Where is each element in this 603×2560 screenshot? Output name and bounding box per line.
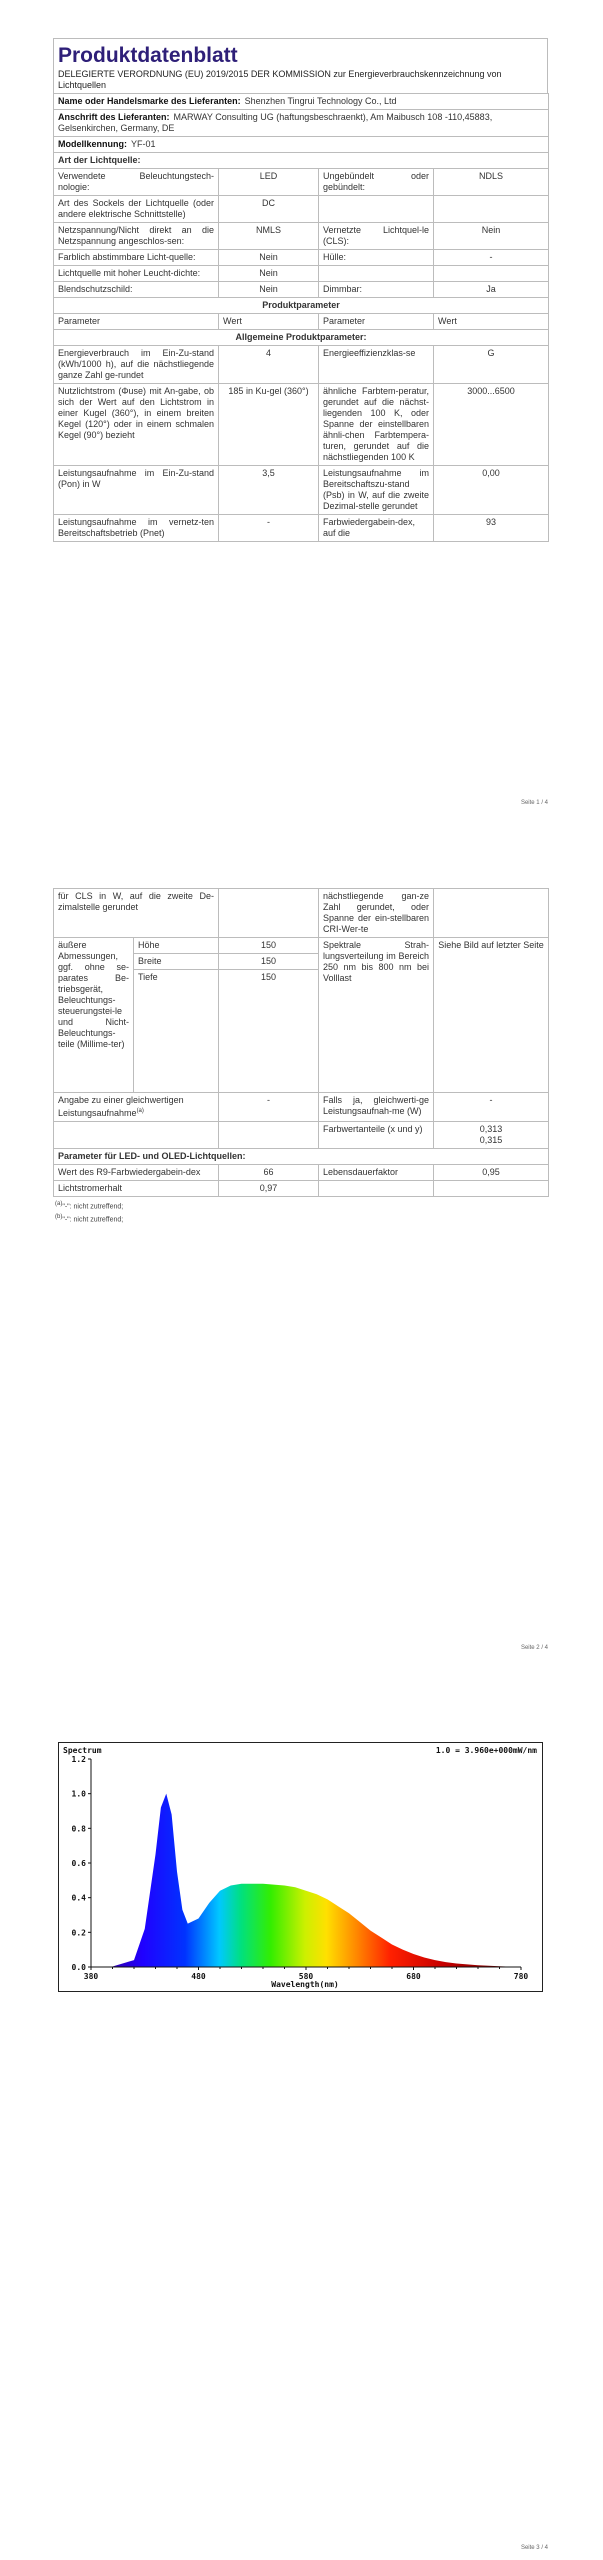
row-label: Leistungsaufnahme im Ein-Zu-stand (Pon) in W: [54, 466, 219, 515]
row-label: Ungebündelt oder gebündelt:: [319, 169, 434, 196]
row-value: -: [219, 515, 319, 542]
row-label: nächstliegende gan-ze Zahl gerundet, oder Spanne der ein-stellbaren CRI-Wer-te: [319, 889, 434, 938]
row-value: [219, 889, 319, 938]
spectrum-chart: [58, 1742, 543, 1992]
row-value: [434, 196, 549, 223]
page-number: Seite 1 / 4: [520, 800, 548, 806]
params-columns-row: [54, 314, 549, 330]
row-value: Nein: [219, 266, 319, 282]
row-value: [434, 889, 549, 938]
row-label: Farbwiedergabein-dex, auf die: [319, 515, 434, 542]
row-label: Energieverbrauch im Ein-Zu-stand (kWh/1000 h), auf die nächstliegende ganze Zahl ge-rundet: [54, 346, 219, 384]
page-title: Produktdatenblatt: [58, 44, 238, 67]
row-label: Verwendete Beleuchtungstech-nologie:: [54, 169, 219, 196]
row-value: NDLS: [434, 169, 549, 196]
params-heading-row: [54, 298, 549, 314]
table-row: [54, 1165, 549, 1181]
datasheet-page-1: [53, 38, 548, 542]
row-value: Nein: [219, 282, 319, 298]
table-row: [54, 196, 549, 223]
dimension-value: 150: [219, 938, 319, 954]
table-row: [54, 515, 549, 542]
table-row: [54, 282, 549, 298]
row-value: 0,00: [434, 466, 549, 515]
supplier-name-value: Shenzhen Tingrui Technology Co., Ltd: [244, 96, 397, 106]
dimension-name: Höhe: [134, 938, 219, 954]
x-tick-label: 480: [191, 1972, 206, 1981]
table-row: [54, 223, 549, 250]
dimensions-row: [54, 938, 549, 954]
row-value: -: [219, 1093, 319, 1122]
supplier-name-row: [54, 94, 549, 110]
lightsource-heading-row: [54, 153, 549, 169]
row-label: ähnliche Farbtem-peratur, gerundet auf die nächst-liegenden 100 K, oder Spanne der einstellbaren ähnli-chen Farbtempera-turen, gerundet auf die nächstliegenden 100 K: [319, 384, 434, 466]
page-number: Seite 2 / 4: [520, 1645, 548, 1651]
row-label: Lichtstromerhalt: [54, 1181, 219, 1197]
row-value: [434, 1181, 549, 1197]
y-tick-label: 0.8: [71, 1824, 86, 1834]
row-value: [219, 1122, 319, 1149]
datasheet-table-continued: [53, 888, 549, 1197]
spectral-value: Siehe Bild auf letzter Seite: [434, 938, 549, 1093]
row-value: 66: [219, 1165, 319, 1181]
table-row: [54, 889, 549, 938]
row-value: [434, 266, 549, 282]
row-label: Leistungsaufnahme im vernetz-ten Bereitschaftsbetrieb (Pnet): [54, 515, 219, 542]
chart-title: Spectrum: [63, 1746, 102, 1755]
y-tick-label: 1.2: [71, 1755, 86, 1764]
y-tick-label: 0.4: [71, 1893, 86, 1903]
spectrum-area: [91, 1794, 521, 1967]
row-label: [319, 266, 434, 282]
footnote-marker: (a): [136, 1108, 144, 1114]
dimension-name: Breite: [134, 954, 219, 970]
y-tick-label: 0.0: [71, 1963, 86, 1972]
title-box: [53, 38, 548, 93]
footnote-b: $^{(b)}$"-": nicht zutreffend;: [55, 1214, 124, 1224]
column-header-parameter: Parameter: [54, 314, 219, 330]
row-label: Art des Sockels der Lichtquelle (oder andere elektrische Schnittstelle): [54, 196, 219, 223]
chroma-x-value: 0,313: [479, 1124, 503, 1134]
row-label: Lebensdauerfaktor: [319, 1165, 434, 1181]
row-value: 93: [434, 515, 549, 542]
column-header-value: Wert: [434, 314, 549, 330]
page-1: [0, 0, 603, 820]
row-value: 0,97: [219, 1181, 319, 1197]
dimensions-label: äußere Abmessungen, ggf. ohne se-parates Be-triebsgerät, Beleuchtungs-steuerungstei-le und Nicht-Beleuchtungs-teile (Millime-ter): [54, 938, 134, 1093]
table-row: [54, 169, 549, 196]
table-row: [54, 466, 549, 515]
model-label: Modellkennung:: [58, 139, 127, 149]
page-3: [0, 1660, 603, 2560]
footnotes: [53, 1199, 548, 1226]
led-heading-row: [54, 1149, 549, 1165]
table-row: [54, 1093, 549, 1122]
table-row: [54, 346, 549, 384]
table-row: [54, 384, 549, 466]
row-label: Vernetzte Lichtquel-le (CLS):: [319, 223, 434, 250]
x-tick-label: 680: [406, 1972, 421, 1981]
row-value: -: [434, 1093, 549, 1122]
row-value: Nein: [434, 223, 549, 250]
row-value: Nein: [219, 250, 319, 266]
spectral-label: Spektrale Strah-lungsverteilung im Bereich 250 nm bis 800 nm bei Volllast: [319, 938, 434, 1093]
row-label: [54, 1122, 219, 1149]
row-value: [434, 1122, 549, 1149]
row-value: 4: [219, 346, 319, 384]
row-label: Lichtquelle mit hoher Leucht-dichte:: [54, 266, 219, 282]
led-params-heading: Parameter für LED- und OLED-Lichtquellen:: [54, 1149, 549, 1165]
row-label: für CLS in W, auf die zweite De-zimalstelle gerundet: [54, 889, 219, 938]
row-label: Wert des R9-Farbwiedergabein-dex: [54, 1165, 219, 1181]
table-row: [54, 1122, 549, 1149]
page-2: [0, 820, 603, 1660]
x-axis-label: Wavelength(nm): [271, 1980, 339, 1989]
datasheet-page-2: [53, 888, 548, 1226]
row-value: G: [434, 346, 549, 384]
row-label: Farbwertanteile (x und y): [319, 1122, 434, 1149]
row-label: [54, 1093, 219, 1122]
table-row: [54, 266, 549, 282]
chroma-y-value: 0,315: [479, 1135, 503, 1145]
row-label: Nutzlichtstrom (Φuse) mit An-gabe, ob sich der Wert auf den Lichtstrom in einer Kugel (360°), in einem breiten Kegel (120°) oder in einem schmalen Kegel (90°) bezieht: [54, 384, 219, 466]
y-tick-label: 0.6: [71, 1859, 86, 1868]
row-label: Falls ja, gleichwerti-ge Leistungsaufnah-me (W): [319, 1093, 434, 1122]
supplier-address-label: Anschrift des Lieferanten:: [58, 112, 170, 122]
supplier-address-row: [54, 110, 549, 137]
x-tick-label: 580: [298, 1972, 314, 1981]
row-label: Leistungsaufnahme im Bereitschaftszu-stand (Psb) in W, auf die zweite Dezimal-stelle gerundet: [319, 466, 434, 515]
row-value: 3,5: [219, 466, 319, 515]
table-row: [54, 250, 549, 266]
row-value: DC: [219, 196, 319, 223]
row-value: 185 in Ku-gel (360°): [219, 384, 319, 466]
y-tick-label: 0.2: [71, 1928, 86, 1938]
x-tick-label: 780: [513, 1972, 529, 1981]
dimension-value: 150: [219, 954, 319, 970]
footnote-a: $^{(a)}$"-": nicht zutreffend;: [55, 1201, 124, 1211]
params-heading: Produktparameter: [54, 298, 549, 314]
lightsource-heading: Art der Lichtquelle:: [54, 153, 549, 169]
column-header-value: Wert: [219, 314, 319, 330]
table-row: [54, 1181, 549, 1197]
page-number: Seite 3 / 4: [520, 2545, 548, 2551]
row-label: [319, 196, 434, 223]
row-value: Ja: [434, 282, 549, 298]
equivalent-power-label: Angabe zu einer gleichwertigen Leistungsaufnahme: [58, 1095, 184, 1118]
column-header-parameter: Parameter: [319, 314, 434, 330]
general-params-heading-row: [54, 330, 549, 346]
row-label: Hülle:: [319, 250, 434, 266]
row-value: 3000...6500: [434, 384, 549, 466]
row-label: Netzspannung/Nicht direkt an die Netzspannung angeschlos-sen:: [54, 223, 219, 250]
chart-scale-annotation: 1.0 = 3.960e+000mW/nm: [435, 1746, 537, 1755]
general-params-heading: Allgemeine Produktparameter:: [54, 330, 549, 346]
row-label: Energieeffizienzklas-se: [319, 346, 434, 384]
row-label: Dimmbar:: [319, 282, 434, 298]
model-row: [54, 137, 549, 153]
row-value: -: [434, 250, 549, 266]
supplier-address-value: MARWAY Consulting UG (haftungsbeschraenkt), Am Maibusch 108 -110,45883, Gelsenkirchen, Germany, DE: [58, 112, 493, 133]
row-value: 0,95: [434, 1165, 549, 1181]
supplier-name-label: Name oder Handelsmarke des Lieferanten:: [58, 96, 241, 106]
row-label: [319, 1181, 434, 1197]
regulation-subtitle: DELEGIERTE VERORDNUNG (EU) 2019/2015 DER KOMMISSION zur Energieverbrauchskennzeichnung von Lichtquellen: [58, 69, 502, 90]
datasheet-table: [53, 93, 549, 542]
model-value: YF-01: [131, 139, 156, 149]
y-tick-label: 1.0: [71, 1789, 86, 1799]
row-label: Blendschutzschild:: [54, 282, 219, 298]
x-tick-label: 380: [83, 1972, 99, 1981]
dimension-value: 150: [219, 970, 319, 1093]
row-value: LED: [219, 169, 319, 196]
spectrum-svg: [59, 1743, 542, 1991]
dimension-name: Tiefe: [134, 970, 219, 1093]
row-label: Farblich abstimmbare Licht-quelle:: [54, 250, 219, 266]
row-value: NMLS: [219, 223, 319, 250]
